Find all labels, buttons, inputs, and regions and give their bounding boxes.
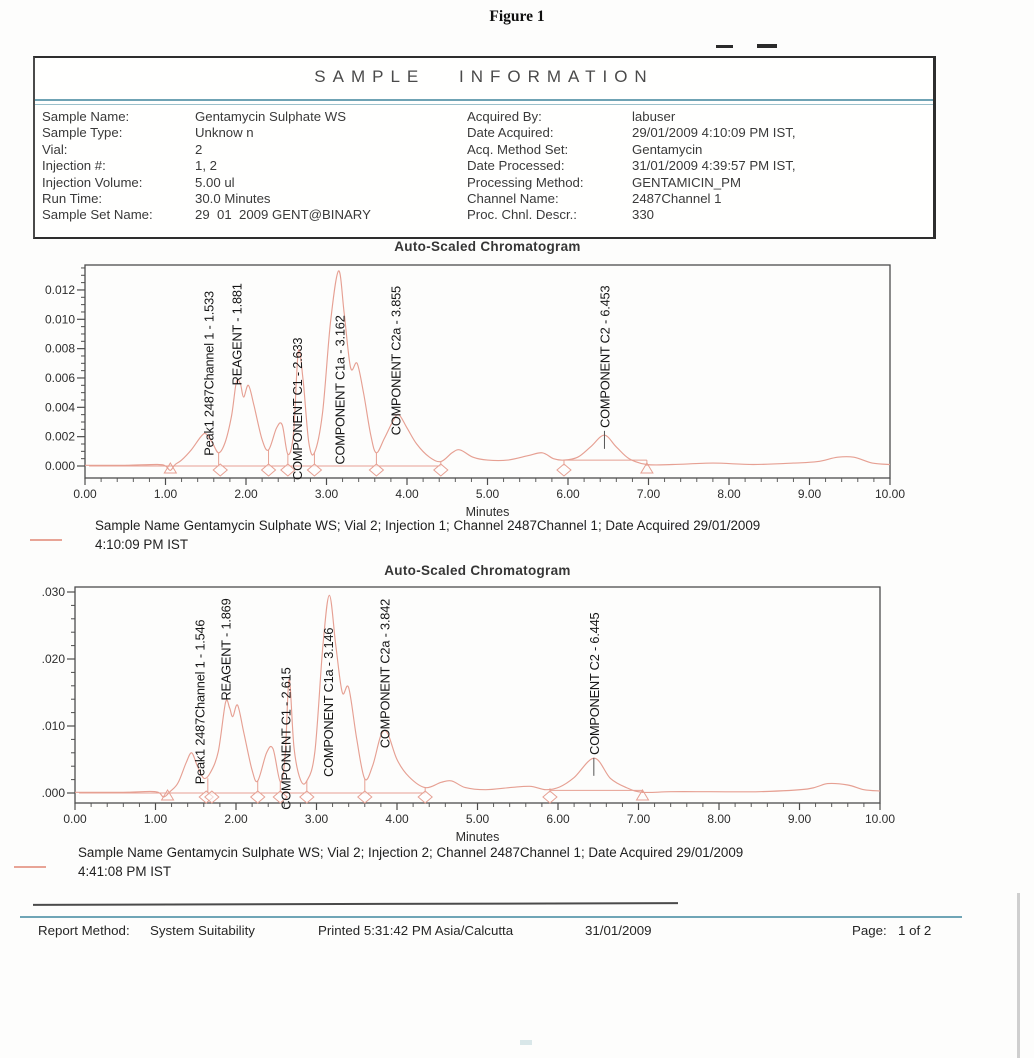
x-tick-label: 7.00 <box>626 812 651 826</box>
scan-artifact-dash <box>716 45 733 48</box>
caption-line: 4:41:08 PM IST <box>78 863 172 879</box>
field-value: 29/01/2009 4:10:09 PM IST, <box>632 125 796 141</box>
field-row <box>467 125 927 141</box>
x-axis-label: Minutes <box>455 830 500 844</box>
field-row <box>467 207 927 223</box>
x-tick-label: 3.00 <box>314 487 339 501</box>
field-row <box>42 142 462 158</box>
field-value: 5.00 ul <box>195 174 235 190</box>
field-label: Channel Name: <box>467 190 559 206</box>
field-row <box>42 158 462 174</box>
field-label: Injection Volume: <box>42 174 143 190</box>
field-label: Vial: <box>42 141 68 157</box>
field-value: 29 01 2009 GENT@BINARY <box>195 207 371 223</box>
legend-line-swatch-1 <box>30 539 62 541</box>
peak-label: Peak1 2487Channel 1 - 1.546 <box>192 619 208 785</box>
x-tick-label: 0.00 <box>73 487 97 501</box>
field-label: Processing Method: <box>467 174 584 190</box>
chart-title-2: Auto-Scaled Chromatogram <box>384 563 571 578</box>
x-tick-label: 8.00 <box>717 487 741 501</box>
field-value: 1, 2 <box>195 158 217 174</box>
field-value: Unknow n <box>195 125 254 141</box>
divider-rule <box>35 99 933 101</box>
field-row <box>467 175 927 191</box>
peak-label: COMPONENT C1a - 3.146 <box>321 627 337 777</box>
field-value: 2 <box>195 141 203 157</box>
scan-artifact-dash <box>757 44 777 48</box>
field-value: 330 <box>632 207 655 223</box>
x-tick-label: 9.00 <box>797 487 822 501</box>
x-tick-label: 8.00 <box>707 812 731 826</box>
field-label: Date Acquired: <box>467 125 554 141</box>
field-row <box>467 158 927 174</box>
sample-fields-right <box>467 109 927 224</box>
field-label: Run Time: <box>42 190 103 206</box>
y-tick-label: 0.002 <box>44 429 75 444</box>
y-tick-label: 0.006 <box>44 370 75 385</box>
caption-line: 4:10:09 PM IST <box>95 536 189 552</box>
divider-rule <box>35 104 933 105</box>
sample-information-box <box>33 56 936 239</box>
peak-label: COMPONENT C2a - 3.855 <box>388 286 404 436</box>
sample-fields-left <box>42 109 462 224</box>
x-tick-label: 10.00 <box>864 812 896 826</box>
x-tick-label: 3.00 <box>304 812 329 826</box>
x-tick-label: 6.00 <box>556 487 580 501</box>
integration-diamond-marker <box>543 791 557 803</box>
field-row <box>42 191 462 207</box>
x-tick-label: 6.00 <box>546 812 570 826</box>
peak-label: COMPONENT C2 - 6.453 <box>597 285 613 428</box>
footer-report-method-value: System Suitability <box>150 923 255 938</box>
sample-information-title: SAMPLE INFORMATION <box>314 67 654 86</box>
field-label: Sample Type: <box>42 125 123 141</box>
field-row <box>42 207 462 223</box>
field-label: Acquired By: <box>467 109 542 124</box>
footer-rule-blue <box>20 916 962 918</box>
x-axis-label: Minutes <box>465 505 510 519</box>
caption-line: Sample Name Gentamycin Sulphate WS; Vial 2; Injection 2; Channel 2487Channel 1; Date Acquired 29/01/2009 <box>78 845 744 860</box>
footer-printed: Printed 5:31:42 PM Asia/Calcutta <box>318 923 514 938</box>
field-value: labuser <box>632 109 676 124</box>
field-label: Sample Name: <box>42 109 130 124</box>
field-row <box>467 142 927 158</box>
field-value: 30.0 Minutes <box>195 190 271 206</box>
y-tick-label: .000 <box>41 786 65 800</box>
field-value: 31/01/2009 4:39:57 PM IST, <box>632 158 796 174</box>
footer-date: 31/01/2009 <box>585 923 652 938</box>
x-tick-label: 5.00 <box>465 812 490 826</box>
footer-rule-dark <box>33 902 678 906</box>
field-label: Acq. Method Set: <box>467 141 569 157</box>
field-label: Date Processed: <box>467 158 565 174</box>
caption-line: Sample Name Gentamycin Sulphate WS; Vial 2; Injection 1; Channel 2487Channel 1; Date Acquired 29/01/2009 <box>95 518 761 533</box>
footer-report-method-label: Report Method: <box>38 923 130 938</box>
footer-page-value: 1 of 2 <box>898 923 932 938</box>
peak-label: COMPONENT C1 - 2.633 <box>289 337 305 480</box>
field-value: GENTAMICIN_PM <box>632 174 741 190</box>
field-row <box>42 125 462 141</box>
peak-label: COMPONENT C1a - 3.162 <box>332 315 348 465</box>
y-tick-label: 0.010 <box>44 312 75 327</box>
peak-label: COMPONENT C2a - 3.842 <box>377 598 393 749</box>
y-tick-label: 0.000 <box>44 459 75 473</box>
chart-caption-1 <box>95 517 955 554</box>
field-row <box>467 109 927 125</box>
field-row <box>42 175 462 191</box>
x-tick-label: 1.00 <box>153 487 178 501</box>
chromatogram-plot-2 <box>30 582 1005 845</box>
x-tick-label: 0.00 <box>63 812 87 826</box>
chromatogram-plot-1 <box>30 258 1005 520</box>
y-tick-label: .020 <box>41 652 65 666</box>
legend-line-swatch-2 <box>14 866 46 868</box>
integration-diamond-marker <box>557 464 571 476</box>
y-tick-label: 0.004 <box>44 400 75 415</box>
scan-artifact-speck <box>520 1040 532 1045</box>
field-label: Injection #: <box>42 158 106 174</box>
x-tick-label: 2.00 <box>234 487 258 501</box>
field-value: 2487Channel 1 <box>632 190 722 206</box>
x-tick-label: 10.00 <box>874 487 906 501</box>
y-tick-label: .030 <box>41 585 65 599</box>
figure-title: Figure 1 <box>489 8 545 25</box>
peak-label: Peak1 2487Channel 1 - 1.533 <box>201 291 217 456</box>
y-tick-label: 0.012 <box>44 282 75 297</box>
field-label: Sample Set Name: <box>42 207 153 223</box>
scan-artifact-edge <box>1017 893 1020 1058</box>
x-tick-label: 4.00 <box>395 487 419 501</box>
footer-page-label: Page: <box>852 923 887 938</box>
field-value: Gentamycin <box>632 141 703 157</box>
field-row <box>42 109 462 125</box>
x-tick-label: 4.00 <box>385 812 409 826</box>
field-label: Proc. Chnl. Descr.: <box>467 207 577 223</box>
peak-label: COMPONENT C2 - 6.445 <box>586 612 602 755</box>
x-tick-label: 2.00 <box>224 812 248 826</box>
peak-label: COMPONENT C1 - 2.615 <box>278 667 294 810</box>
chart-caption-2 <box>78 844 948 881</box>
field-value: Gentamycin Sulphate WS <box>195 109 346 124</box>
x-tick-label: 5.00 <box>475 487 500 501</box>
x-tick-label: 1.00 <box>143 812 168 826</box>
field-row <box>467 191 927 207</box>
x-tick-label: 7.00 <box>636 487 661 501</box>
chart-title-1: Auto-Scaled Chromatogram <box>394 239 581 254</box>
x-tick-label: 9.00 <box>787 812 812 826</box>
y-tick-label: .010 <box>41 719 65 733</box>
peak-label: REAGENT - 1.881 <box>229 283 245 386</box>
peak-label: REAGENT - 1.869 <box>218 598 234 701</box>
y-tick-label: 0.008 <box>44 341 75 356</box>
